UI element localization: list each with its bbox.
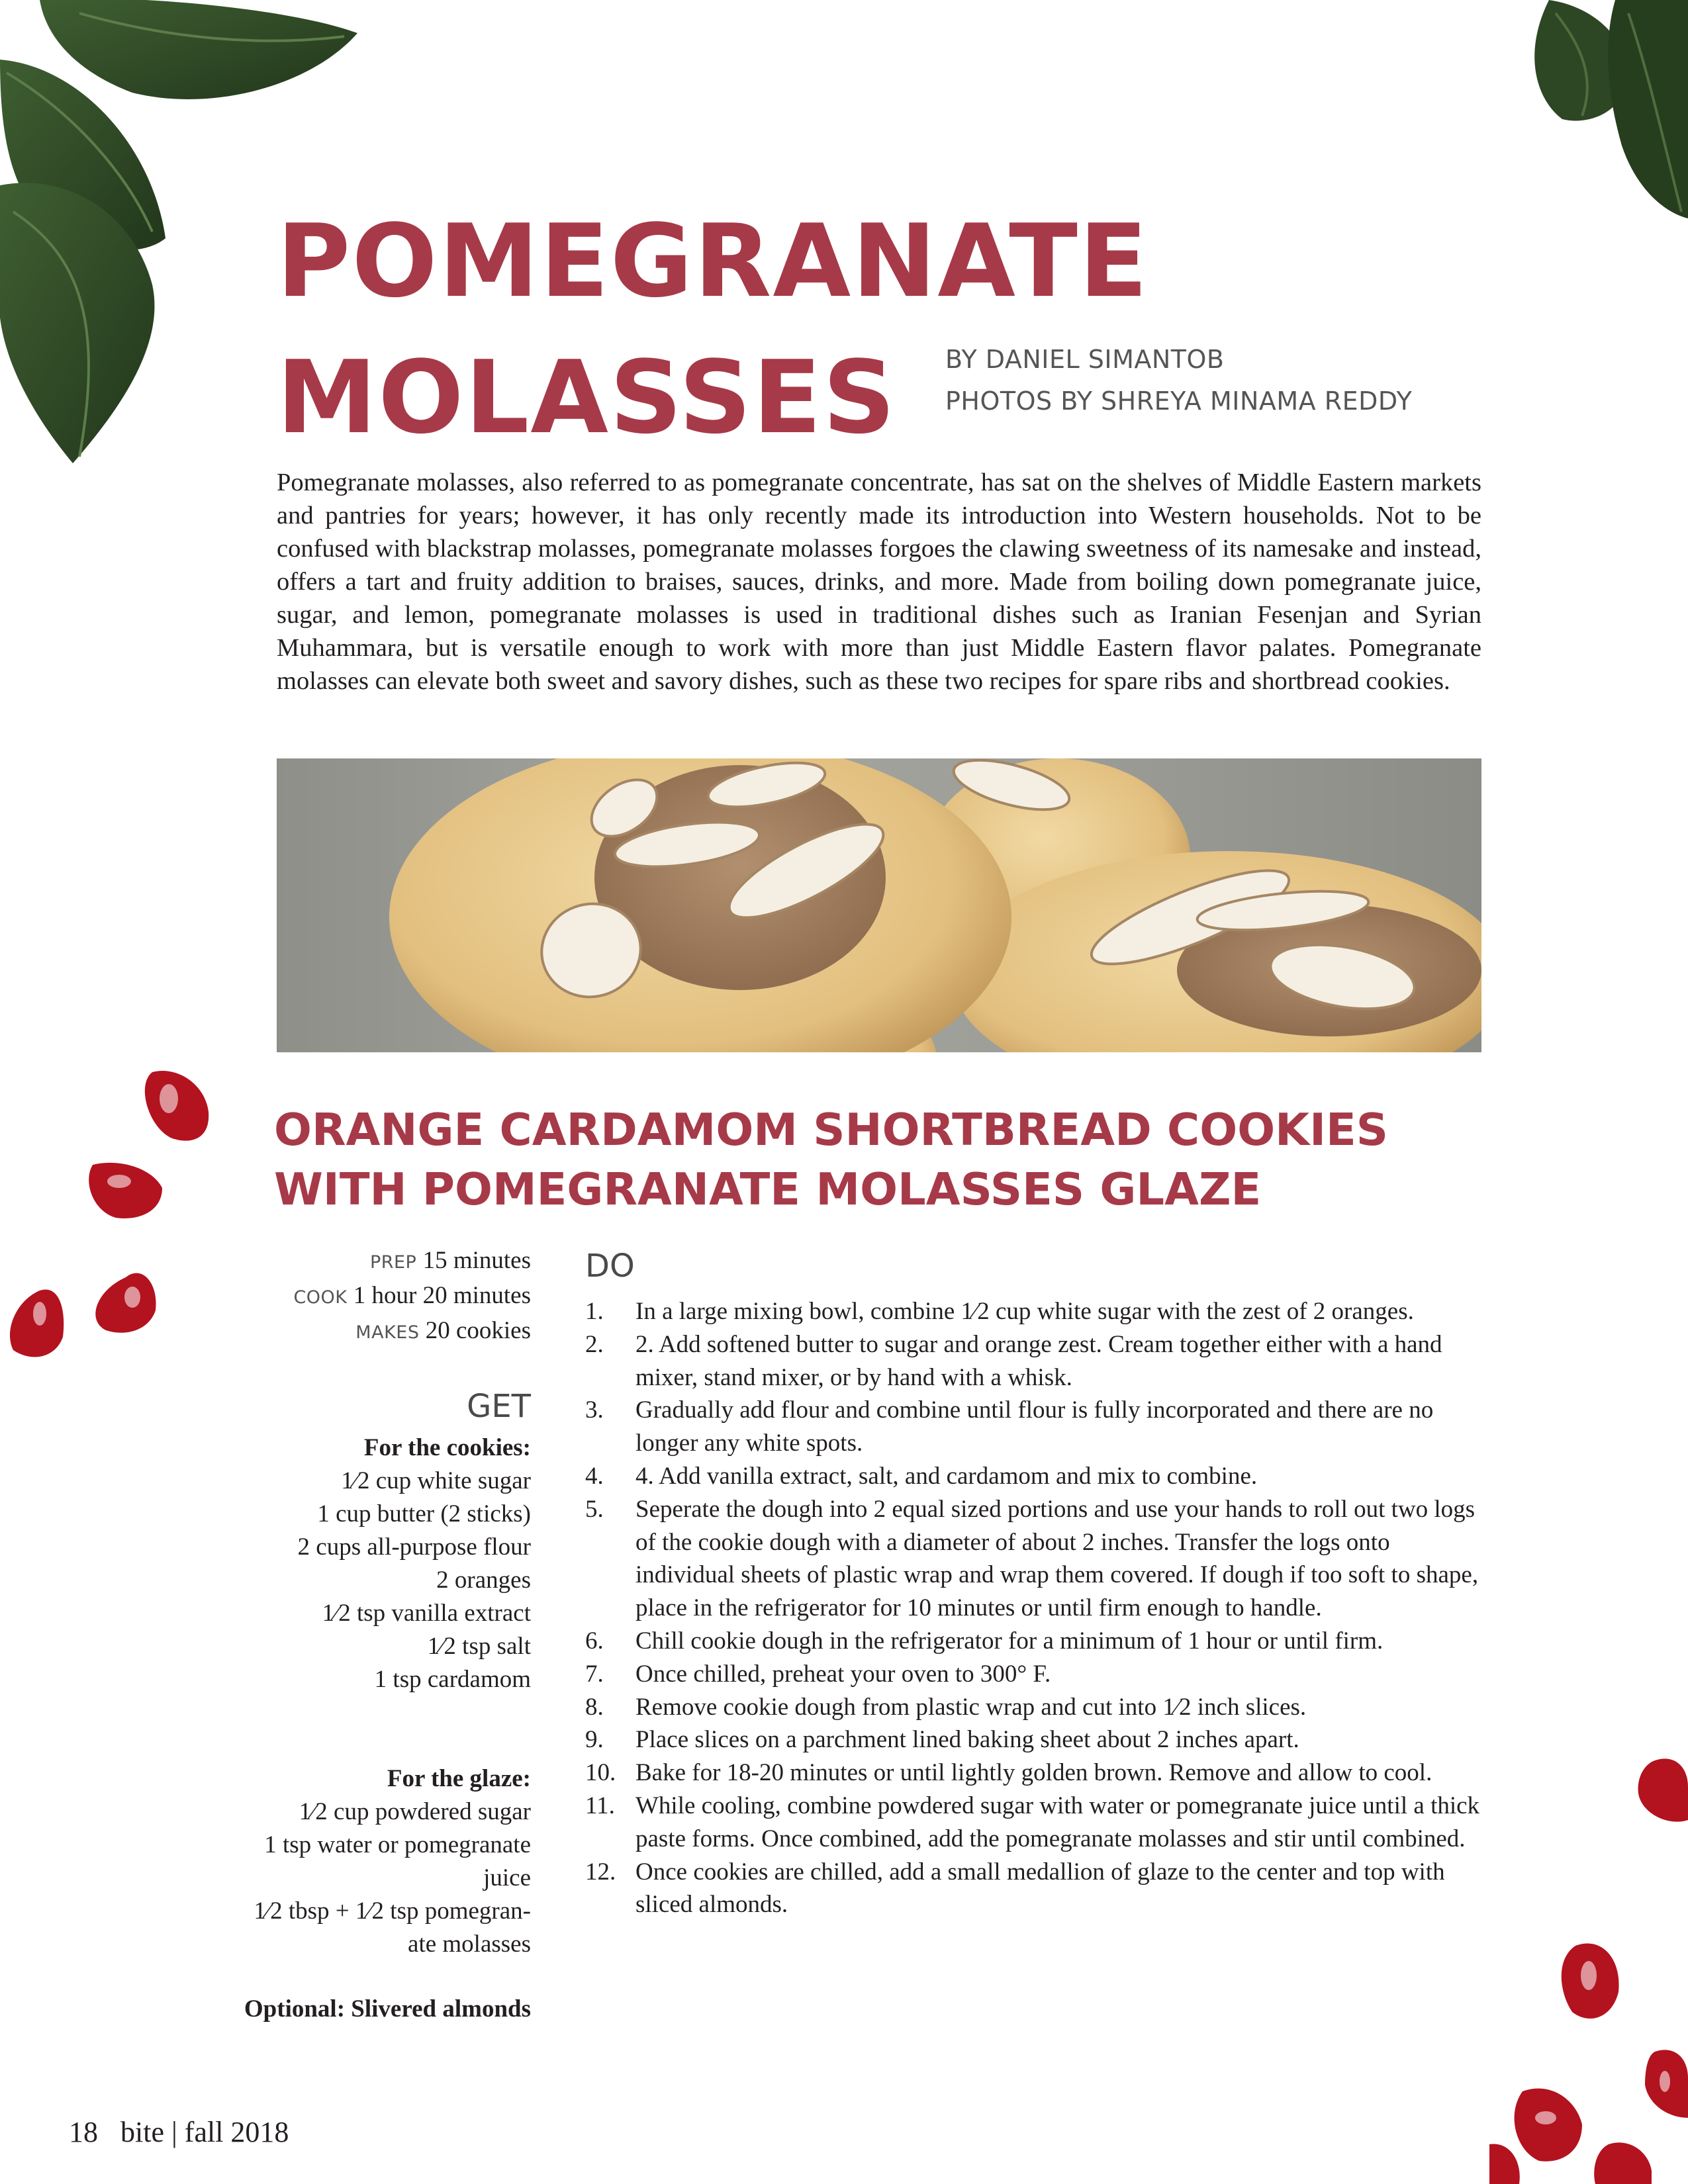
step-item xyxy=(585,1723,1483,1756)
cookies-photo xyxy=(277,758,1481,1052)
step-text: Once cookies are chilled, add a small medallion of glaze to the center and top with sliced almonds. xyxy=(635,1858,1445,1919)
step-item xyxy=(585,1328,1483,1394)
step-number: 12. xyxy=(585,1858,616,1886)
step-text: In a large mixing bowl, combine 1⁄2 cup white sugar with the zest of 2 oranges. xyxy=(635,1298,1414,1325)
prep-value: 15 minutes xyxy=(422,1247,531,1274)
cookies-ingredients-heading: For the cookies: xyxy=(363,1434,531,1461)
do-heading: DO xyxy=(585,1248,635,1285)
step-number: 1. xyxy=(585,1298,604,1325)
step-number: 2. xyxy=(585,1330,604,1358)
recipe-title-line2: WITH POMEGRANATE MOLASSES GLAZE xyxy=(274,1163,1262,1215)
step-number: 4. xyxy=(585,1462,604,1490)
ingredient-item: 2 cups all-purpose flour xyxy=(297,1533,531,1561)
cookies-ingredients-list xyxy=(187,1465,531,1696)
step-text: 4. Add vanilla extract, salt, and cardamom and mix to combine. xyxy=(635,1462,1258,1490)
step-number: 11. xyxy=(585,1792,615,1819)
recipe-meta xyxy=(187,1244,531,1349)
pomegranate-seeds-right-illustration xyxy=(1489,1747,1688,2184)
step-text: Once chilled, preheat your oven to 300° F. xyxy=(635,1660,1051,1688)
page-footer xyxy=(69,2115,289,2150)
ingredient-item: 1⁄2 cup powdered sugar xyxy=(299,1798,531,1825)
byline-author: BY DANIEL SIMANTOB xyxy=(945,345,1225,374)
article-title xyxy=(277,193,1149,466)
step-text: While cooling, combine powdered sugar with water or pomegranate juice until a thick paste forms. Once combined, add the pomegranate molasses and stir until combined. xyxy=(635,1792,1480,1852)
step-text: Seperate the dough into 2 equal sized portions and use your hands to roll out two logs of the cookie dough with a diameter of about 2 inches. Transfer the logs onto individual sheets of plastic wrap and wrap them covered. If dough if too soft to shape, place in the refrigerator for 10 minutes or until firm enough to handle. xyxy=(635,1495,1479,1622)
step-text: Remove cookie dough from plastic wrap and cut into 1⁄2 inch slices. xyxy=(635,1693,1307,1721)
ingredients-column xyxy=(187,1244,531,2026)
byline-photos: PHOTOS BY SHREYA MINAMA REDDY xyxy=(945,387,1413,416)
get-heading: GET xyxy=(467,1388,531,1425)
cook-time xyxy=(187,1279,531,1314)
step-item xyxy=(585,1756,1483,1790)
step-number: 7. xyxy=(585,1660,604,1688)
ingredient-item: 1⁄2 tsp vanilla extract xyxy=(322,1600,531,1627)
steps-list xyxy=(585,1295,1483,1921)
ingredient-item: 1⁄2 tbsp + 1⁄2 tsp pomegran- xyxy=(254,1897,531,1925)
byline xyxy=(945,339,1412,422)
step-item xyxy=(585,1460,1483,1493)
ingredient-item: ate molasses xyxy=(408,1931,531,1958)
step-number: 10. xyxy=(585,1759,616,1787)
leaves-top-right-illustration xyxy=(1496,0,1688,225)
prep-time xyxy=(187,1244,531,1279)
step-text: Bake for 18-20 minutes or until lightly golden brown. Remove and allow to cool. xyxy=(635,1759,1432,1787)
step-text: Chill cookie dough in the refrigerator for a minimum of 1 hour or until firm. xyxy=(635,1627,1383,1655)
recipe-title-line1: ORANGE CARDAMOM SHORTBREAD COOKIES xyxy=(274,1104,1389,1156)
step-item xyxy=(585,1658,1483,1691)
ingredient-item: 1 tsp water or pomegranate xyxy=(264,1831,531,1858)
step-text: 2. Add softened butter to sugar and orange zest. Cream together either with a hand mixer, stand mixer, or by hand with a whisk. xyxy=(635,1330,1442,1391)
step-number: 6. xyxy=(585,1627,604,1655)
step-text: Place slices on a parchment lined baking sheet about 2 inches apart. xyxy=(635,1726,1299,1754)
article-title-line1: POMEGRANATE xyxy=(277,203,1149,320)
ingredient-item: 1 tsp cardamom xyxy=(374,1666,531,1693)
yield xyxy=(187,1314,531,1349)
intro-paragraph: Pomegranate molasses, also referred to as pomegranate concentrate, has sat on the shelves of Middle Eastern markets and pantries for years; however, it has only recently made its introduction into Western households. Not to be confused with blackstrap molasses, pomegranate molasses forgoes the clawing sweetness of its namesake and instead, offers a tart and fruity addition to braises, sauces, drinks, and more. Made from boiling down pomegranate juice, sugar, and lemon, pomegranate molasses is used in traditional dishes such as Iranian Fesenjan and Syrian Muhammara, but is versatile enough to work with more than just Middle Eastern flavor palates. Pomegranate molasses can elevate both sweet and savory dishes, such as these two recipes for spare ribs and shortbread cookies. xyxy=(277,469,1481,695)
step-item xyxy=(585,1691,1483,1724)
step-number: 8. xyxy=(585,1693,604,1721)
page-number: 18 xyxy=(69,2116,98,2148)
recipe-title xyxy=(274,1100,1532,1219)
step-item xyxy=(585,1394,1483,1460)
makes-label: MAKES xyxy=(355,1322,420,1343)
step-item xyxy=(585,1790,1483,1856)
step-item xyxy=(585,1295,1483,1328)
step-item xyxy=(585,1856,1483,1922)
makes-value: 20 cookies xyxy=(425,1317,531,1344)
step-number: 9. xyxy=(585,1726,604,1754)
ingredient-item: 2 oranges xyxy=(436,1567,531,1594)
ingredient-item: juice xyxy=(483,1864,531,1891)
cook-label: COOK xyxy=(293,1287,348,1308)
ingredient-item: 1⁄2 cup white sugar xyxy=(341,1467,531,1494)
ingredient-item: 1⁄2 tsp salt xyxy=(427,1633,531,1660)
step-item xyxy=(585,1493,1483,1625)
glaze-ingredients-heading: For the glaze: xyxy=(387,1765,531,1792)
publication-name: bite | fall 2018 xyxy=(120,2116,289,2148)
article-title-line2: MOLASSES xyxy=(277,339,897,456)
step-number: 3. xyxy=(585,1396,604,1424)
optional-garnish: Optional: Slivered almonds xyxy=(244,1995,531,2023)
step-item xyxy=(585,1625,1483,1658)
cook-value: 1 hour 20 minutes xyxy=(353,1282,531,1309)
glaze-ingredients-list xyxy=(187,1796,531,1961)
ingredient-item: 1 cup butter (2 sticks) xyxy=(317,1500,531,1527)
step-text: Gradually add flour and combine until flour is fully incorporated and there are no longer any white spots. xyxy=(635,1396,1434,1457)
prep-label: PREP xyxy=(369,1252,417,1273)
step-number: 5. xyxy=(585,1495,604,1523)
